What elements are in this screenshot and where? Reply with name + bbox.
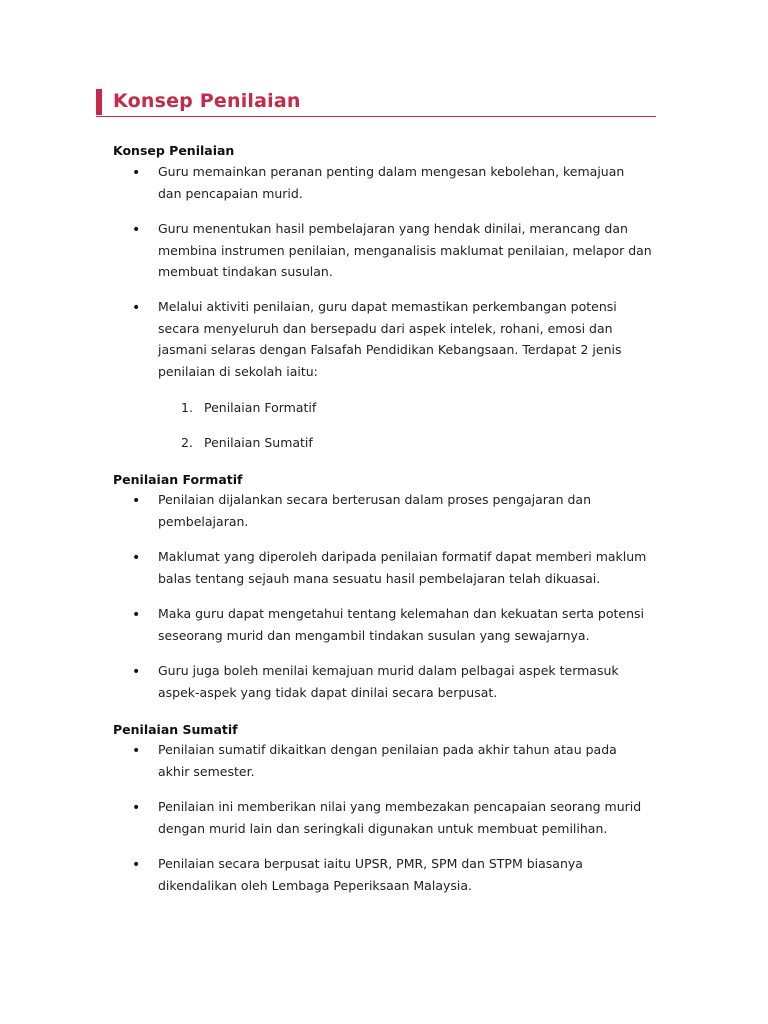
list-item: Guru memainkan peranan penting dalam mengesan kebolehan, kemajuan dan pencapaian murid. (158, 164, 625, 201)
bullet-glyph: • (132, 607, 141, 623)
list-item: Guru juga boleh menilai kemajuan murid dalam pelbagai aspek termasuk aspek-aspek yang tidak dapat dinilai secara berpusat. (158, 663, 619, 700)
bullet-glyph: • (132, 300, 141, 316)
list-item: Penilaian sumatif dikaitkan dengan penilaian pada akhir tahun atau pada akhir semester. (158, 742, 617, 779)
page-title: Konsep Penilaian (113, 90, 301, 112)
title-accent-bar (96, 89, 102, 115)
bullet-glyph: • (132, 493, 141, 509)
ordered-item-number: 1. (181, 400, 193, 415)
bullet-glyph: • (132, 857, 141, 873)
bullet-glyph: • (132, 222, 141, 238)
section-heading-konsep: Konsep Penilaian (113, 143, 235, 158)
bullet-glyph: • (132, 165, 141, 181)
list-item: Melalui aktiviti penilaian, guru dapat memastikan perkembangan potensi secara menyeluruh dan bersepadu dari aspek intelek, rohani, emosi dan jasmani selaras dengan Falsafah Pendidikan Kebangsaan. Terdapat 2 jenis penilaian di sekolah iaitu: (158, 299, 622, 379)
list-item: Penilaian dijalankan secara berterusan dalam proses pengajaran dan pembelajaran. (158, 492, 592, 529)
ordered-item-text: Penilaian Formatif (204, 400, 317, 415)
ordered-item-text: Penilaian Sumatif (204, 435, 313, 450)
section-heading-sumatif: Penilaian Sumatif (113, 722, 238, 737)
list-item: Maka guru dapat mengetahui tentang kelemahan dan kekuatan serta potensi seseorang murid dan mengambil tindakan susulan yang sewajarnya. (158, 606, 645, 643)
list-item: Guru menentukan hasil pembelajaran yang hendak dinilai, merancang dan membina instrumen penilaian, menganalisis maklumat penilaian, melapor dan membuat tindakan susulan. (158, 221, 652, 279)
bullet-glyph: • (132, 664, 141, 680)
bullet-glyph: • (132, 743, 141, 759)
list-item: Maklumat yang diperoleh daripada penilaian formatif dapat memberi maklum balas tentang sejauh mana sesuatu hasil pembelajaran telah dikuasai. (158, 549, 647, 586)
list-item: Penilaian secara berpusat iaitu UPSR, PMR, SPM dan STPM biasanya dikendalikan oleh Lembaga Peperiksaan Malaysia. (158, 856, 583, 893)
list-item: Penilaian ini memberikan nilai yang membezakan pencapaian seorang murid dengan murid lain dan seringkali digunakan untuk membuat pemilihan. (158, 799, 642, 836)
ordered-item-number: 2. (181, 435, 193, 450)
title-block (96, 88, 656, 117)
bullet-glyph: • (132, 800, 141, 816)
bullet-glyph: • (132, 550, 141, 566)
section-heading-formatif: Penilaian Formatif (113, 472, 243, 487)
